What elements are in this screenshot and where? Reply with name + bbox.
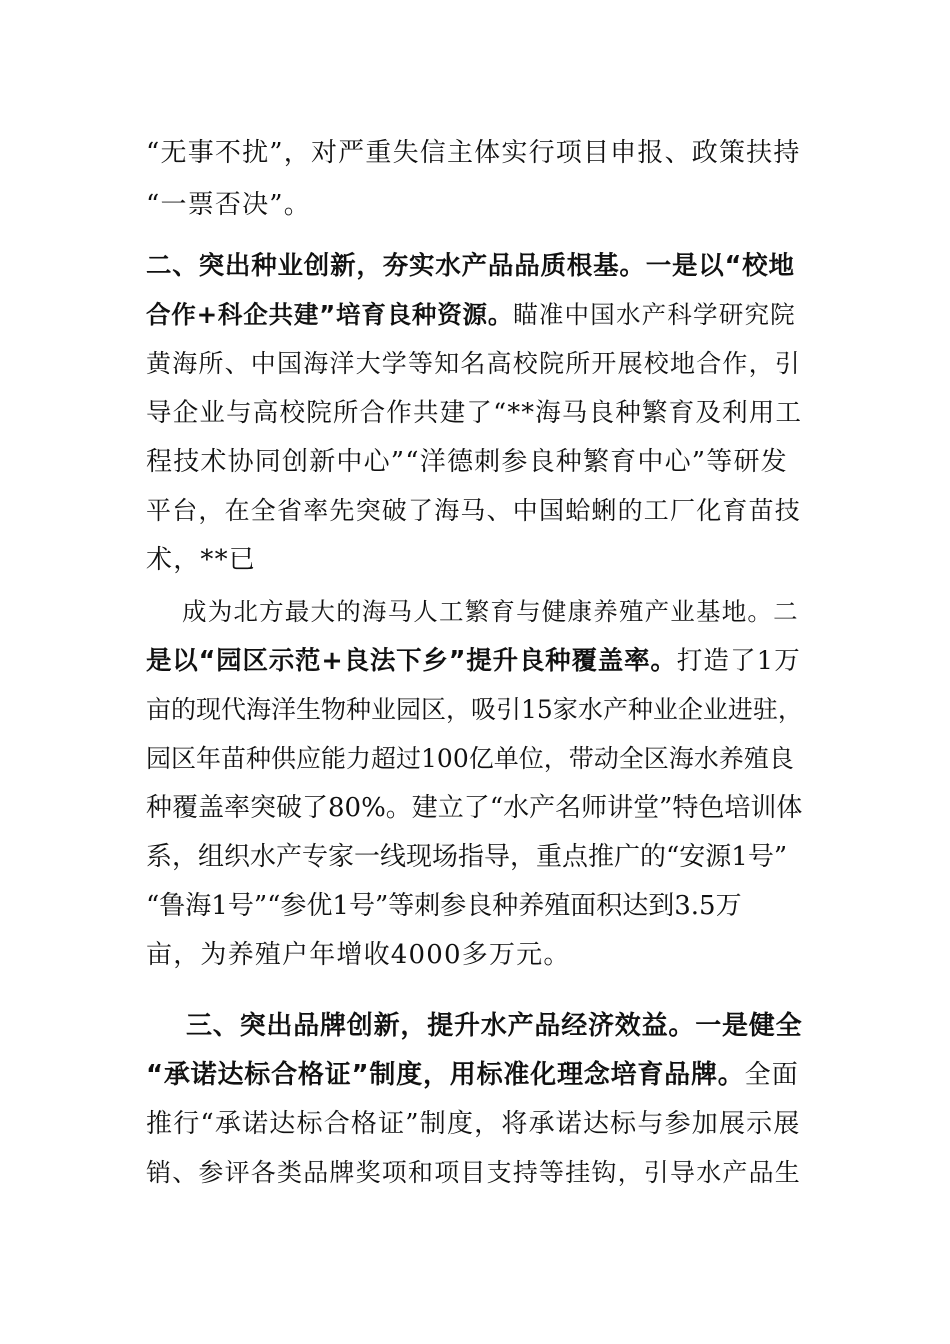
text-line bbox=[146, 534, 806, 586]
section-heading-line bbox=[146, 240, 806, 292]
text-line bbox=[146, 880, 806, 932]
text-run: “鲁海1号”“参优1号”等刺参良种养殖面积达到3.5万 bbox=[146, 891, 742, 921]
text-run: 销、参评各类品牌奖项和项目支持等挂钩，引导水产品生 bbox=[146, 1158, 802, 1187]
text-run: 术，**已 bbox=[146, 545, 257, 575]
text-run: “一票否决”。 bbox=[146, 190, 311, 220]
text-run: 瞄准中国水产科学研究院 bbox=[513, 300, 796, 329]
text-run: 亩，为养殖户年增收4000多万元。 bbox=[146, 940, 571, 970]
section-heading-line bbox=[186, 1000, 806, 1052]
text-run: 系，组织水产专家一线现场指导，重点推广的“安源1号” bbox=[146, 842, 788, 872]
text-run: 打造了1万 bbox=[676, 646, 801, 676]
bold-text-run: 二、突出种业创新，夯实水产品品质根基。一是以“校地 bbox=[146, 251, 795, 281]
text-run: 成为北方最大的海马人工繁育与健康养殖产业基地。二 bbox=[182, 597, 799, 626]
bold-text-run: 三、突出品牌创新，提升水产品经济效益。一是健全 bbox=[186, 1011, 803, 1041]
bold-text-run: 是以“园区示范+良法下乡”提升良种覆盖率。 bbox=[146, 646, 677, 676]
text-line bbox=[146, 782, 806, 834]
text-line bbox=[146, 436, 806, 488]
text-run: 导企业与高校院所合作共建了“**海马良种繁育及利用工 bbox=[146, 398, 803, 428]
text-run: 平台，在全省率先突破了海马、中国蛤蜊的工厂化育苗技 bbox=[146, 496, 802, 525]
text-run: 全面 bbox=[744, 1060, 799, 1090]
text-run: 亩的现代海洋生物种业园区，吸引15家水产种业企业进驻， bbox=[146, 695, 803, 724]
text-line bbox=[146, 338, 806, 390]
bold-text-run: 合作+科企共建”培育良种资源。 bbox=[146, 300, 514, 329]
text-line bbox=[146, 684, 806, 736]
text-line bbox=[146, 1049, 806, 1101]
text-run: 推行“承诺达标合格证”制度，将承诺达标与参加展示展 bbox=[146, 1109, 801, 1139]
text-line bbox=[146, 179, 806, 231]
text-line bbox=[146, 485, 806, 537]
text-line bbox=[146, 635, 806, 687]
text-run: 黄海所、中国海洋大学等知名高校院所开展校地合作，引 bbox=[146, 349, 802, 378]
text-run: “无事不扰”，对严重失信主体实行项目申报、政策扶持 bbox=[146, 138, 801, 168]
text-line bbox=[146, 127, 806, 179]
text-run: 种覆盖率突破了80%。建立了“水产名师讲堂”特色培训体 bbox=[146, 793, 803, 823]
text-line bbox=[146, 289, 806, 341]
text-line bbox=[146, 831, 806, 883]
text-run: 园区年苗种供应能力超过100亿单位，带动全区海水养殖良 bbox=[146, 744, 794, 773]
text-line bbox=[146, 1147, 806, 1199]
text-line bbox=[182, 586, 806, 638]
text-line bbox=[146, 387, 806, 439]
text-line bbox=[146, 929, 806, 981]
text-line bbox=[146, 1098, 806, 1150]
bold-text-run: “承诺达标合格证”制度，用标准化理念培育品牌。 bbox=[146, 1060, 745, 1090]
text-line bbox=[146, 733, 806, 785]
text-run: 程技术协同创新中心”“洋德刺参良种繁育中心”等研发 bbox=[146, 447, 788, 477]
